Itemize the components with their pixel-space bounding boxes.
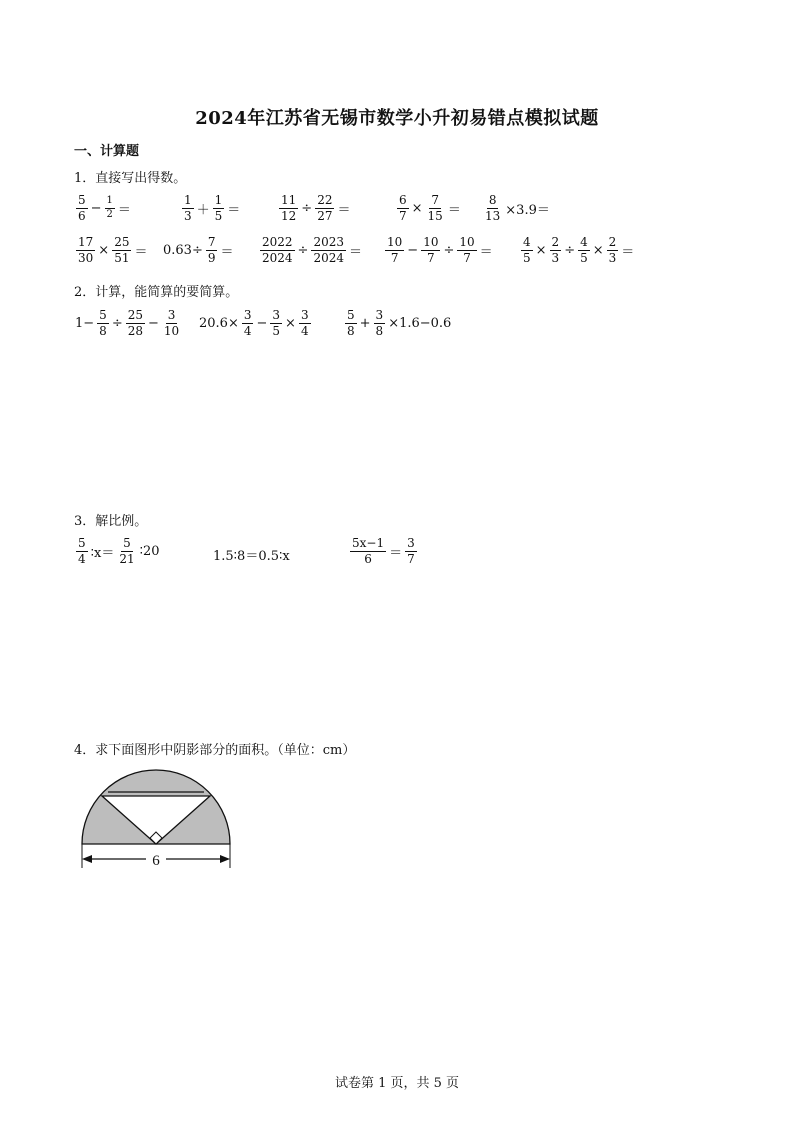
question-4-label: 4．求下面图形中阴影部分的面积。（单位：cm） bbox=[74, 743, 356, 758]
fraction: $\frac{5x-1}{6}$ bbox=[352, 536, 385, 566]
fraction: $\frac{5}{8}$ bbox=[99, 308, 107, 338]
fraction: $\frac{3}{7}$ bbox=[407, 536, 415, 566]
fraction: $\frac{17}{30}$ bbox=[78, 235, 94, 265]
section-heading: 一、计算题 bbox=[74, 144, 140, 159]
q1-expr-1-4: $\frac{6}{7}$ × $\frac{7}{15}$ ＝ bbox=[399, 193, 461, 223]
q1-expr-2-5: $\frac{4}{5}$ × $\frac{2}{3}$ ÷ $\frac{4}{5}$ × $\frac{2}{3}$ ＝ bbox=[523, 235, 635, 265]
fraction: $\frac{10}{7}$ bbox=[459, 235, 475, 265]
q2-expr-3: $\frac{5}{8}$ + $\frac{3}{8}$ ×1.6−0.6 bbox=[347, 308, 452, 338]
fraction: $\frac{1}{3}$ bbox=[184, 193, 192, 223]
fraction: $\frac{4}{5}$ bbox=[580, 235, 588, 265]
q1-expr-1-2: $\frac{1}{3}$ ＋ $\frac{1}{5}$ ＝ bbox=[184, 193, 241, 223]
fraction: $\frac{2}{3}$ bbox=[608, 235, 617, 265]
fraction: $\frac{8}{13}$ bbox=[485, 193, 501, 223]
q2-expr-1: 1− $\frac{5}{8}$ ÷ $\frac{25}{28}$ − $\frac{3}{10}$ bbox=[75, 308, 180, 338]
fraction: $\frac{2023}{2024}$ bbox=[313, 235, 344, 265]
q3-expr-3: $\frac{5x-1}{6}$ ＝ $\frac{3}{7}$ bbox=[352, 536, 415, 566]
fraction: $\frac{3}{8}$ bbox=[375, 308, 384, 338]
fraction: $\frac{25}{51}$ bbox=[114, 235, 130, 265]
q1-expr-1-5: $\frac{8}{13}$ ×3.9＝ bbox=[485, 193, 550, 223]
question-2-label: 2．计算，能简算的要简算。 bbox=[74, 285, 239, 300]
q3-expr-2: 1.5∶8＝0.5∶x bbox=[213, 549, 290, 564]
fraction: $\frac{1}{2}$ bbox=[106, 195, 113, 220]
fraction: $\frac{5}{21}$ bbox=[119, 536, 135, 566]
q3-expr-1: $\frac{5}{4}$ ∶x＝ $\frac{5}{21}$ ∶20 bbox=[78, 536, 160, 566]
fraction: $\frac{2022}{2024}$ bbox=[262, 235, 293, 265]
fraction: $\frac{3}{4}$ bbox=[300, 308, 309, 338]
q1-expr-2-2: 0.63÷ $\frac{7}{9}$ ＝ bbox=[163, 235, 234, 265]
q1-expr-2-1: $\frac{17}{30}$ × $\frac{25}{51}$ ＝ bbox=[78, 235, 148, 265]
arrow-left-icon bbox=[82, 855, 92, 863]
fraction: $\frac{3}{4}$ bbox=[243, 308, 252, 338]
page-title: 2024年江苏省无锡市数学小升初易错点模拟试题 bbox=[195, 108, 599, 129]
fraction: $\frac{7}{15}$ bbox=[427, 193, 443, 223]
fraction: $\frac{22}{27}$ bbox=[317, 193, 333, 223]
fraction: $\frac{1}{5}$ bbox=[214, 193, 223, 223]
fraction: $\frac{7}{9}$ bbox=[207, 235, 216, 265]
fraction: $\frac{11}{12}$ bbox=[281, 193, 297, 223]
fraction: $\frac{5}{8}$ bbox=[347, 308, 355, 338]
fraction: $\frac{4}{5}$ bbox=[523, 235, 531, 265]
arrow-right-icon bbox=[220, 855, 230, 863]
question-1-label: 1．直接写出得数。 bbox=[74, 171, 187, 186]
fraction: $\frac{2}{3}$ bbox=[551, 235, 560, 265]
q2-expr-2: 20.6× $\frac{3}{4}$ − $\frac{3}{5}$ × $\frac{3}{4}$ bbox=[199, 308, 309, 338]
fraction: $\frac{5}{4}$ bbox=[78, 536, 86, 566]
q1-expr-2-4: $\frac{10}{7}$ − $\frac{10}{7}$ ÷ $\frac{10}{7}$ ＝ bbox=[387, 235, 493, 265]
page-footer: 试卷第 1 页，共 5 页 bbox=[334, 1076, 460, 1091]
fraction: $\frac{6}{7}$ bbox=[399, 193, 407, 223]
question-3-label: 3．解比例。 bbox=[74, 514, 148, 529]
q1-expr-1-1: $\frac{5}{6}$ − $\frac{1}{2}$ ＝ bbox=[78, 193, 131, 223]
dimension-label: 6 bbox=[152, 853, 160, 869]
q1-expr-1-3: $\frac{11}{12}$ ÷ $\frac{22}{27}$ ＝ bbox=[281, 193, 351, 223]
fraction: $\frac{5}{6}$ bbox=[78, 193, 86, 223]
fraction: $\frac{10}{7}$ bbox=[423, 235, 439, 265]
fraction: $\frac{10}{7}$ bbox=[387, 235, 403, 265]
semicircle-figure bbox=[76, 764, 236, 872]
fraction: $\frac{3}{5}$ bbox=[272, 308, 281, 338]
fraction: $\frac{25}{28}$ bbox=[127, 308, 143, 338]
q1-expr-2-3: $\frac{2022}{2024}$ ÷ $\frac{2023}{2024}$ ＝ bbox=[262, 235, 363, 265]
fraction: $\frac{3}{10}$ bbox=[163, 308, 180, 338]
